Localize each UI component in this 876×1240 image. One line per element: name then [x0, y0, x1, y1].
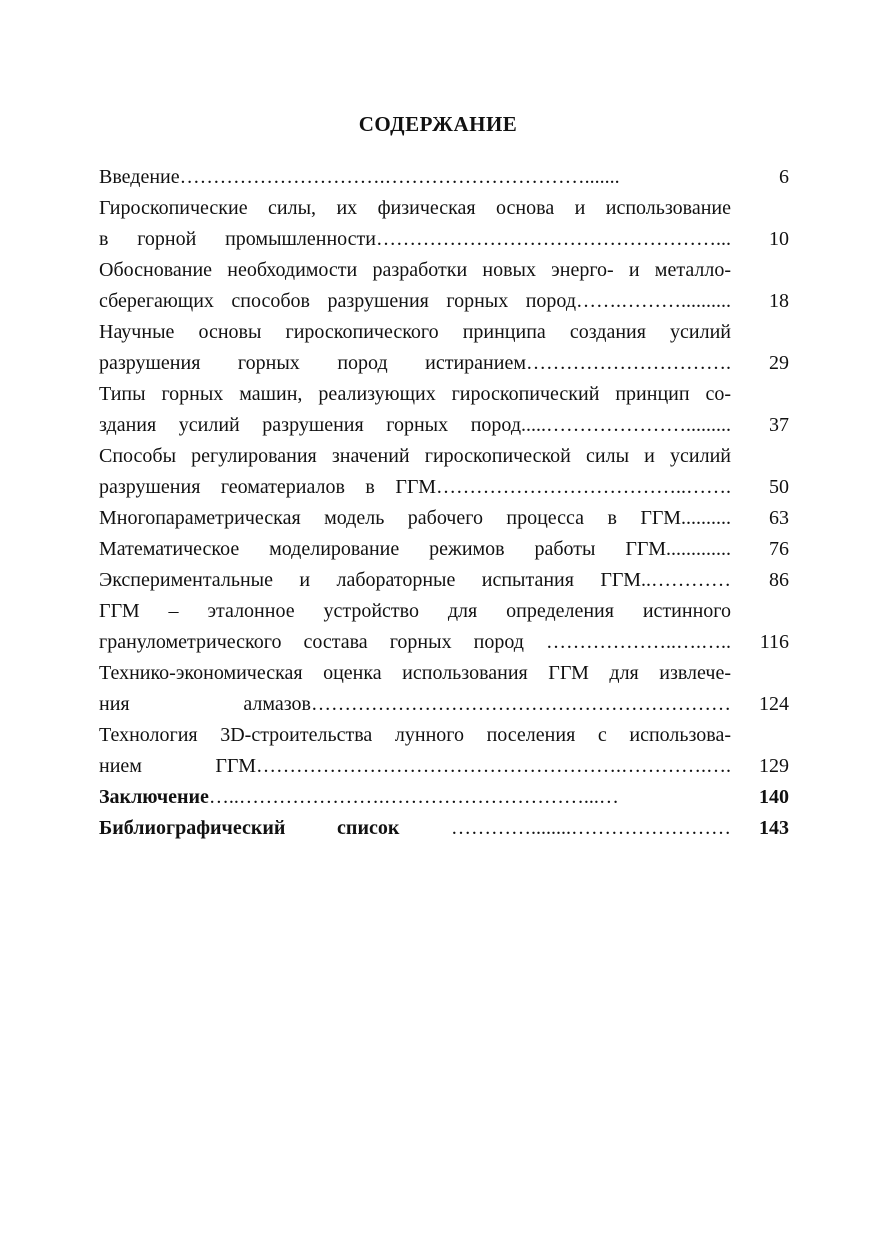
toc-entry-text	[99, 317, 731, 379]
toc-entry-text	[99, 379, 731, 441]
toc-entry-multiparameter-model	[99, 503, 789, 534]
table-of-contents	[99, 162, 789, 844]
toc-entry-text	[99, 658, 731, 720]
toc-entry-line: Типы горных машин, реализующих гироскопический принцип со-	[99, 383, 731, 405]
toc-entry-label: Библиографический список	[99, 817, 400, 839]
toc-entry-line: Научные основы гироскопического принципа создания усилий	[99, 321, 731, 343]
toc-entry-line: в горной промышленности……………………………………………...	[99, 228, 731, 250]
toc-entry-text	[99, 534, 731, 565]
toc-entry-line: Технико-экономическая оценка использования ГГМ для извлече-	[99, 662, 731, 684]
toc-entry-line: ГГМ – эталонное устройство для определения истинного	[99, 600, 731, 622]
toc-entry-gyroscopic-forces	[99, 193, 789, 255]
toc-entry-line	[99, 782, 731, 813]
toc-entry-machine-types	[99, 379, 789, 441]
toc-entry-line: ния алмазов………………………………………………………	[99, 693, 731, 715]
toc-entry-text	[99, 503, 731, 534]
toc-page-number: 76	[769, 538, 789, 560]
toc-entry-label: Заключение	[99, 786, 209, 808]
toc-entry-math-modeling	[99, 534, 789, 565]
toc-entry-line: Многопараметрическая модель рабочего процесса в ГГМ..........	[99, 507, 731, 529]
toc-entry-text	[99, 193, 731, 255]
toc-entry-text	[99, 782, 731, 813]
toc-entry-line: нием ГГМ……………………………………………….………….….	[99, 755, 731, 777]
toc-entry-3d-construction	[99, 720, 789, 782]
toc-entry-line: разрушения геоматериалов в ГГМ………………………………..…….	[99, 476, 731, 498]
toc-entry-economic-assessment	[99, 658, 789, 720]
toc-entry-dots: …..………………….…………………………...…	[208, 786, 619, 808]
toc-page-number: 29	[769, 352, 789, 374]
toc-entry-line: разрушения горных пород истиранием………………………….	[99, 352, 731, 374]
toc-page-number: 140	[759, 786, 789, 808]
toc-page-number: 6	[779, 166, 789, 188]
toc-entry-line: Способы регулирования значений гироскопической силы и усилий	[99, 445, 731, 467]
toc-entry-line: Обоснование необходимости разработки новых энерго- и металло-	[99, 259, 731, 281]
page-title: СОДЕРЖАНИЕ	[358, 112, 518, 136]
toc-entry-reference-device	[99, 596, 789, 658]
toc-entry-bibliography	[99, 813, 789, 844]
toc-entry-conclusion	[99, 782, 789, 813]
toc-entry-text	[99, 596, 731, 658]
toc-page-number: 50	[769, 476, 789, 498]
toc-entry-line: сберегающих способов разрушения горных пород…….………..........	[99, 290, 731, 312]
toc-entry-introduction	[99, 162, 789, 193]
toc-page-number: 18	[769, 290, 789, 312]
toc-entry-text	[99, 255, 731, 317]
toc-entry-text	[99, 162, 731, 193]
toc-entry-regulation-methods	[99, 441, 789, 503]
toc-entry-experimental-tests	[99, 565, 789, 596]
toc-entry-line: гранулометрического состава горных пород ………………..….…..	[99, 631, 731, 653]
toc-page-number: 86	[769, 569, 789, 591]
toc-page-number: 63	[769, 507, 789, 529]
toc-page-number: 116	[759, 631, 789, 653]
toc-entry-line	[99, 813, 731, 844]
toc-entry-line: Технология 3D-строительства лунного поселения с использова-	[99, 724, 731, 746]
toc-entry-scientific-basis	[99, 317, 789, 379]
toc-page-number: 143	[759, 817, 789, 839]
toc-entry-text	[99, 720, 731, 782]
toc-page-number: 10	[769, 228, 789, 250]
toc-page-number: 124	[759, 693, 789, 715]
toc-entry-text	[99, 565, 731, 596]
toc-entry-text	[99, 813, 731, 844]
toc-entry-justification	[99, 255, 789, 317]
toc-entry-dots: …………........……………………	[399, 817, 732, 839]
toc-page-number: 37	[769, 414, 789, 436]
toc-page-number: 129	[759, 755, 789, 777]
toc-entry-line: Гироскопические силы, их физическая основа и использование	[99, 197, 731, 219]
toc-entry-line: Экспериментальные и лабораторные испытания ГГМ..…………	[99, 569, 731, 591]
toc-entry-line: Введение………………………….………………………….......	[99, 166, 620, 188]
toc-entry-line: Математическое моделирование режимов работы ГГМ.............	[99, 538, 731, 560]
toc-entry-text	[99, 441, 731, 503]
toc-entry-line: здания усилий разрушения горных пород.....………………….........	[99, 414, 731, 436]
